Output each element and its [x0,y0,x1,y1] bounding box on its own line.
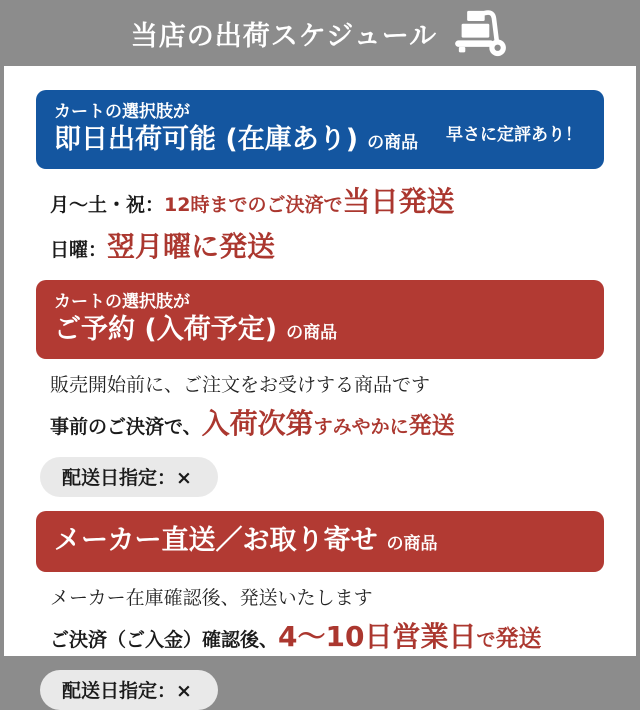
banner-side-note: 早さに定評あり！ [446,125,582,146]
banner-main-line [54,314,586,346]
text-segment: 事前のご決済で、 [50,415,202,438]
banner-preorder [36,280,604,359]
schedule-line [50,585,604,612]
section-body [36,572,604,656]
delivery-date-pill: 配送日指定：× [40,457,218,497]
section-maker-direct [36,511,604,710]
content-panel [4,66,636,702]
banner-same-day [36,90,604,169]
banner-main-line [54,525,586,557]
text-segment: 販売開始前に、ご注文をお受けする商品です [50,374,431,397]
banner-title: ご予約 (入荷予定) [54,313,278,345]
text-segment: 4〜10日営業日 [278,619,477,653]
text-segment: 12時までのご決済で [164,194,343,217]
schedule-line [50,182,604,221]
text-segment: ご決済（ご入金）確認後、 [50,628,279,651]
schedule-line [50,227,604,266]
text-segment: 月〜土・祝： [50,194,165,217]
text-segment: 発送 [495,625,542,652]
banner-title: 即日出荷可能 (在庫あり) [54,123,359,155]
text-segment: すみやかに [313,415,409,438]
schedule-line [50,404,604,443]
text-segment: 発送 [408,412,455,439]
section-body [36,169,604,265]
banner-suffix: の商品 [286,322,338,343]
banner-title: メーカー直送／お取り寄せ [54,524,378,556]
banner-suffix: の商品 [386,533,438,554]
schedule-line [50,372,604,399]
text-segment: 入荷次第 [201,406,314,440]
text-segment: 翌月曜に発送 [107,229,276,263]
banner-pre-label: カートの選択肢が [54,291,190,312]
banner-pre-label: カートの選択肢が [54,102,190,122]
page-title: 当店の出荷スケジュール [130,20,438,52]
text-segment: 日曜： [50,238,108,261]
section-preorder [36,280,604,497]
banner-maker-direct [36,511,604,572]
schedule-line [50,617,604,656]
text-segment: 当日発送 [342,185,455,219]
delivery-date-pill: 配送日指定：× [40,670,218,710]
text-segment: メーカー在庫確認後、発送いたします [50,587,373,610]
header [0,0,640,66]
banner-suffix: の商品 [367,132,419,153]
handtruck-icon [453,9,509,57]
section-body [36,359,604,443]
text-segment: で [476,628,496,651]
section-same-day [36,90,604,266]
